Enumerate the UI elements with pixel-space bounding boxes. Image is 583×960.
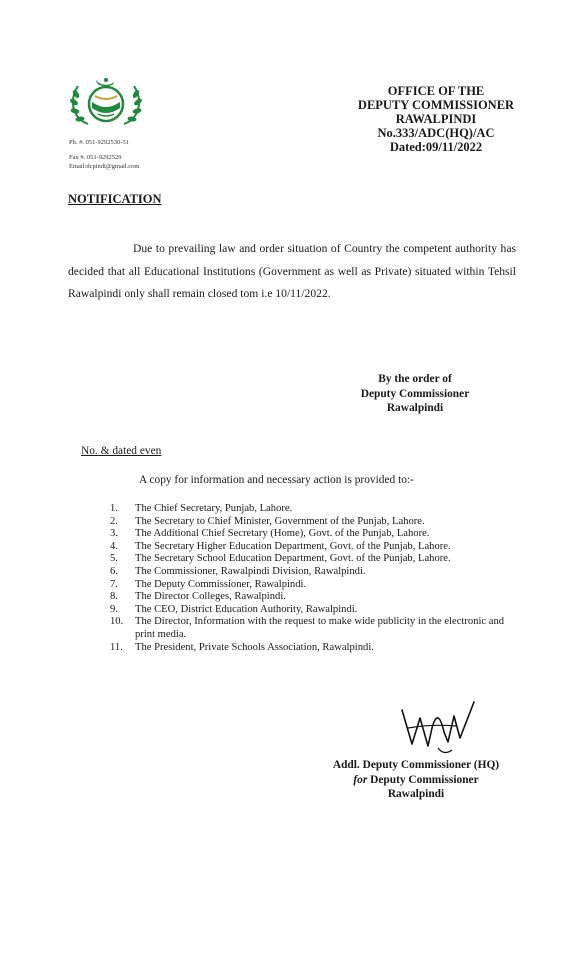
list-item: 11. The President, Private Schools Association, Rawalpindi. (110, 641, 374, 653)
reference-number: No.333/ADC(HQ)/AC (377, 126, 495, 140)
signatory-title: Addl. Deputy Commissioner (HQ) (332, 759, 500, 771)
order-line-1: By the order of (378, 373, 452, 385)
signatory-city: Rawalpindi (387, 788, 445, 800)
list-item: 7. The Deputy Commissioner, Rawalpindi. (110, 578, 307, 590)
notification-body: Due to prevailing law and order situation of Country the competent authority has decided that all Educational Institutions (Government as well as Private) situated within Tehsil Rawalpindi only shall remain closed tom i.e 10/11/2022. (68, 242, 516, 300)
email-address: Email:dcpindi@gmail.com (69, 163, 140, 170)
list-item: 6. The Commissioner, Rawalpindi Division, Rawalpindi. (110, 565, 366, 577)
order-line-3: Rawalpindi (386, 402, 444, 414)
list-item: 10. The Director, Information with the request to make wide publicity in the electronic and print media. (110, 616, 505, 640)
list-item: 1. The Chief Secretary, Punjab, Lahore. (110, 503, 293, 514)
list-item: 9. The CEO, District Education Authority, Rawalpindi. (110, 603, 358, 615)
order-block (345, 372, 485, 416)
office-line-3: RAWALPINDI (395, 112, 477, 126)
signatory-block (300, 758, 532, 802)
list-item: 3. The Additional Chief Secretary (Home), Govt. of the Punjab, Lahore. (110, 528, 430, 540)
emblem-seal-icon (89, 78, 123, 121)
handwritten-signature (398, 698, 478, 760)
distribution-list (110, 503, 520, 654)
office-line-2: DEPUTY COMMISSIONER (357, 98, 515, 112)
copy-intro: A copy for information and necessary action is provided to:- (139, 474, 414, 486)
list-item: 5. The Secretary School Education Department, Govt. of the Punjab, Lahore. (110, 553, 451, 565)
fax-number: Fax #. 051-9292529 (69, 154, 122, 161)
phone-number: Ph. #. 051-9292530-31 (69, 139, 129, 146)
list-item: 8. The Director Colleges, Rawalpindi. (110, 591, 286, 603)
punjab-government-logo (66, 74, 146, 132)
office-line-1: OFFICE OF THE (387, 84, 485, 98)
document-date: Dated:09/11/2022 (389, 140, 483, 154)
signatory-for-line: for Deputy Commissioner (353, 773, 479, 786)
list-item: 4. The Secretary Higher Education Department, Govt. of the Punjab, Lahore. (110, 540, 451, 552)
notification-heading: NOTIFICATION (68, 192, 162, 206)
order-line-2: Deputy Commissioner (360, 387, 470, 400)
list-item: 2. The Secretary to Chief Minister, Government of the Punjab, Lahore. (110, 515, 425, 527)
reference-line: No. & dated even (81, 445, 162, 457)
office-header (300, 84, 572, 154)
